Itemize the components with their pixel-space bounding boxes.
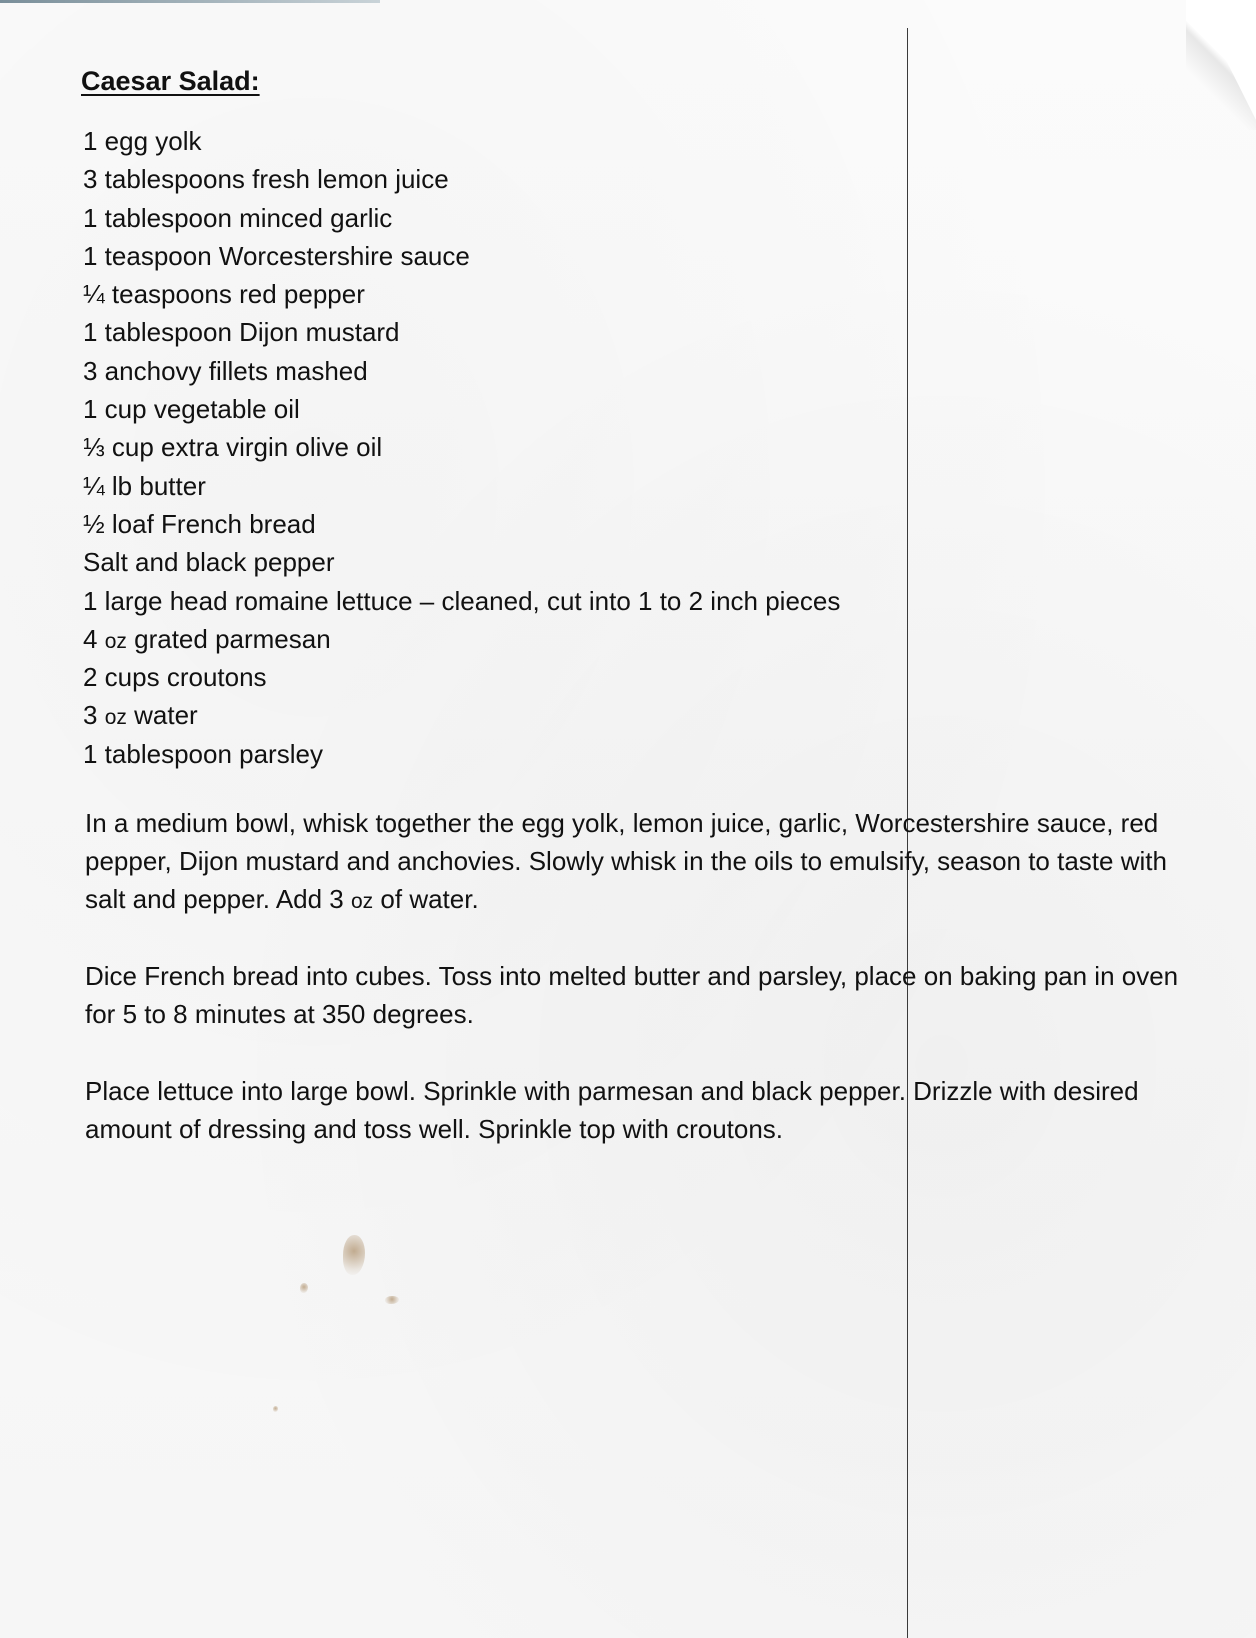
instruction-unit: oz: [351, 890, 374, 913]
ingredient-item: 1 large head romaine lettuce – cleaned, cut into 1 to 2 inch pieces: [83, 585, 841, 616]
ingredient-item: 1 teaspoon Worcestershire sauce: [83, 240, 470, 271]
ingredient-unit: oz: [104, 629, 127, 653]
ingredient-item: [83, 696, 840, 734]
ingredient-unit: oz: [104, 706, 127, 730]
stain-mark: [385, 1296, 399, 1304]
ingredient-item: 2 cups croutons: [83, 662, 267, 693]
corner-fold: [1196, 0, 1256, 120]
ingredient-item: ¼ teaspoons red pepper: [83, 279, 365, 310]
instruction-paragraph: Dice French bread into cubes. Toss into melted butter and parsley, place on baking pan in oven for 5 to 8 minutes at 350 degrees.: [85, 961, 1179, 1029]
ingredient-item: ¼ lb butter: [83, 470, 206, 501]
ingredient-item: 1 egg yolk: [83, 126, 202, 156]
ingredient-list: [83, 122, 840, 773]
ingredient-item: Salt and black pepper: [83, 547, 335, 578]
ingredient-item: 1 tablespoon minced garlic: [83, 202, 393, 233]
ingredient-item: 3 anchovy fillets mashed: [83, 355, 368, 386]
ingredient-item: 1 tablespoon Dijon mustard: [83, 317, 400, 348]
ingredient-name: water: [134, 700, 198, 731]
recipe-title: Caesar Salad:: [81, 66, 260, 96]
ingredient-item: 3 tablespoons fresh lemon juice: [83, 164, 449, 195]
ingredient-item: ⅓ cup extra virgin olive oil: [83, 432, 383, 463]
ingredient-qty: 3: [83, 700, 98, 731]
ingredient-item: 1 cup vegetable oil: [83, 394, 300, 425]
instruction-paragraph: Place lettuce into large bowl. Sprinkle with parmesan and black pepper. Drizzle with desired amount of dressing and toss well. Sprinkle top with croutons.: [85, 1076, 1139, 1144]
stain-mark: [343, 1235, 365, 1275]
instruction-paragraph: [85, 804, 1205, 921]
instruction-text: In a medium bowl, whisk together the egg yolk, lemon juice, garlic, Worcestershire sauce, red pepper, Dijon mustard and anchovies. Slowly whisk in the oils to emulsify, season to taste with salt and pepper. Add 3: [85, 808, 1167, 914]
ingredient-item: 1 tablespoon parsley: [83, 738, 323, 769]
ingredient-item: [83, 620, 840, 658]
stain-mark: [273, 1406, 278, 1412]
ingredient-name: grated parmesan: [134, 623, 331, 654]
scan-edge: [0, 0, 380, 3]
ingredient-item: ½ loaf French bread: [83, 508, 316, 539]
ingredient-qty: 4: [83, 623, 98, 654]
stain-mark: [300, 1283, 308, 1293]
instruction-text: of water.: [373, 884, 479, 914]
